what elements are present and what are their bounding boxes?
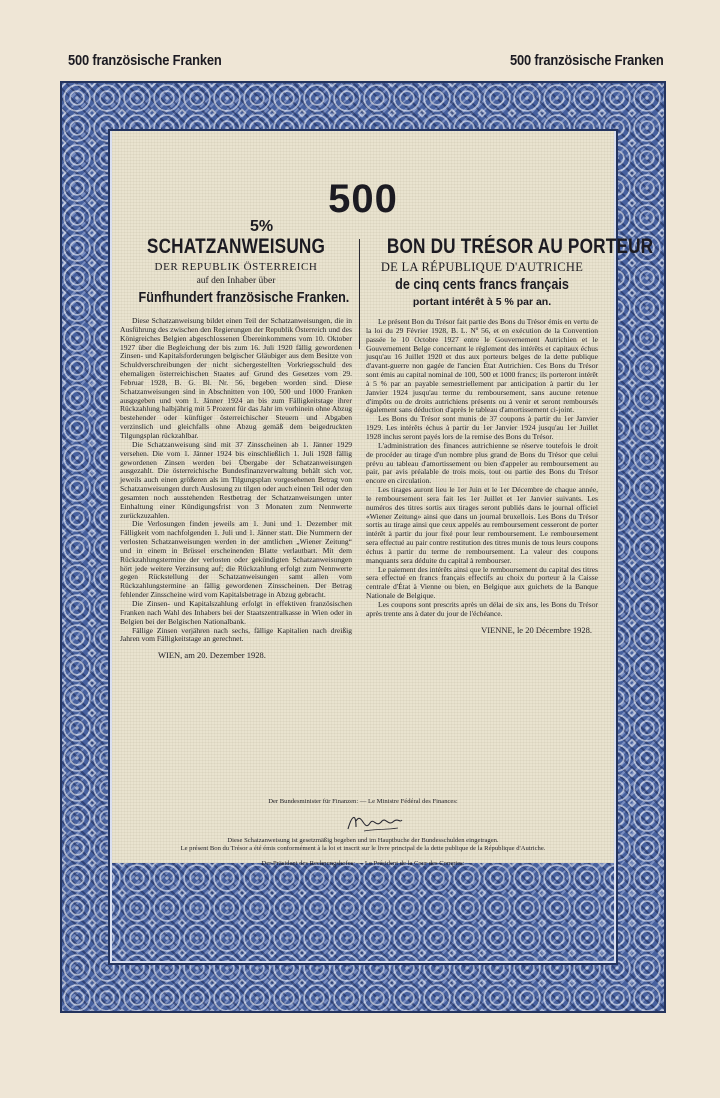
german-body: [120, 317, 352, 644]
denomination-label-right: 500 französische Franken: [510, 52, 664, 69]
german-bearer-line: auf den Inhaber über: [196, 276, 276, 286]
interest-rate: 5%: [250, 218, 274, 235]
german-paragraph: Die Schatzanweisung sind mit 37 Zinsscheinen ab 1. Jänner 1929 versehen. Die vom 1. Jänner 1924 bis einschließlich 1. Juli 1928 fällig gewordenen Zinsen werden bei Übergabe der Schatzanweisungen ausgezahlt. Die österreichische Bundesfinanzverwaltung behält sich vor, jeweils auch einen größeren als im Tilgungsplan vorgesehenen Betrag von Schatzanweisungen durch Auslosung zu tilgen oder auch einen Teil oder den gesamten noch ausstehenden Restbetrag der Schatzanweisungen unter Einhaltung einer Kündigungsfrist von 3 Monaten zum Nennwerte zurückzuzahlen.: [120, 439, 352, 520]
french-paragraph: Les coupons sont prescrits après un délai de six ans, les Bons du Trésor après trente ans à dater du jour de l'échéance.: [366, 600, 598, 618]
audit-president-line: Der Präsident des Rechnungshofes: — Le Président de la Cour des Comptes:: [261, 860, 465, 867]
french-column: [366, 235, 654, 635]
french-paragraph: Le présent Bon du Trésor fait partie des Bons du Trésor émis en vertu de la loi du 29 Février 1928, B. L. Nº 56, et en exécution de la Convention passée le 10 Octobre 1927 entre le Gouvernement Autrichien et le Gouvernement Belge concernant le règlement des intérêts et capitaux échus jusqu'au 16 Juillet 1920 et dus aux porteurs belges de la dette publique d'avant-guerre non gagée de l'ancien État Autrichien. Ces Bons du Trésor sont émis au capital nominal de 100, 500 et 1000 francs; ils porteront intérêt à 5 % par an payable semestriellement par anticipation à partir du 1er Janvier 1924 jusqu'au terme du remboursement, sans aucune retenue d'impôts ou de droits autrichiens présents ou à venir et seront remboursés également sans déduction d'après le tableau d'amortissement ci-joint.: [366, 317, 598, 415]
denomination-value: 500: [328, 177, 398, 221]
french-paragraph: Les Bons du Trésor sont munis de 37 coupons à partir du 1er Janvier 1929. Les intérêts échus à partir du 1er Janvier 1924 jusqu'au 1er Juillet 1928 inclus seront payés lors de la remise des Bons du Trésor.: [366, 414, 598, 441]
column-divider: [359, 239, 360, 349]
french-paragraph: L'administration des finances autrichienne se réserve toutefois le droit de procéder au tirage d'un nombre plus grand de Bons du Trésor que celui prévu au tableau d'amortissement ou bien d'appeler au remboursement au pair, par avis préalable de trois mois, tout ou partie des Bons du Trésor encore en circulation.: [366, 440, 598, 486]
french-place-date: VIENNE, le 20 Décembre 1928.: [481, 624, 592, 635]
german-paragraph: Die Zinsen- und Kapitalszahlung erfolgt in effektiven französischen Franken nach Wahl des Inhabers bei der Staatszentralkasse in Wien oder in Belgien bei der Belgischen Nationalbank.: [120, 599, 352, 626]
finance-minister-line: Der Bundesminister für Finanzen: — Le Ministre Fédéral des Finances:: [268, 798, 458, 805]
french-issuer: DE LA RÉPUBLIQUE D'AUTRICHE: [380, 260, 584, 274]
french-title: BON DU TRÉSOR AU PORTEUR: [386, 235, 654, 258]
french-interest-line: portant intérêt à 5 % par an.: [412, 296, 552, 308]
german-paragraph: Die Verlosungen finden jeweils am 1. Juni und 1. Dezember mit Fälligkeit vom nachfolgenden 1. Juli und 1. Jänner statt. Die Nummern der verlosten Schatzanweisungen werden in der amtlichen „Wiener Zeitung“ und in einem in Brüssel erscheinenden Blatte verlautbart. Mit dem Rückzahlungstermine der verlosten oder gekündigten Schatzanweisungen hört jede weitere Verzinsung auf; die Rückzahlung erfolgt zum Nennwerte gegen Rückstellung der Schatzanweisungen samt allen vom Rückzahlungstermine an fällig gewordenen Zinsscheinen. Der Betrag fehlender Zinsscheine wird vom Kapitalsbetrage in Abzug gebracht.: [120, 519, 352, 600]
minister-signature: [344, 809, 404, 835]
french-paragraph: Les tirages auront lieu le 1er Juin et le 1er Décembre de chaque année, le remboursement sera fait les 1er Juillet et 1er Janvier suivants. Les numéros des titres sortis aux tirages seront publiés dans le journal officiel «Wiener Zeitung» ainsi que dans un journal bruxellois. Les Bons du Trésor sortis au tirage ainsi que ceux appelés au remboursement cesseront de porter intérêt à partir du jour fixé pour leur remboursement. Le remboursement sera effectué au pair contre restitution des titres munis de tous leurs coupons échus à partir du terme de remboursement. La valeur des coupons manquants sera déduite du capital à rembourser.: [366, 485, 598, 565]
german-place-date: WIEN, am 20. Dezember 1928.: [158, 650, 266, 661]
french-paragraph: Le paiement des intérêts ainsi que le remboursement du capital des titres sera effectué en francs français effectifs au choix du porteur à la Caisse centrale d'État à Vienne ou bien, en Belgique aux guichets de la Banque Nationale de Belgique.: [366, 564, 598, 601]
german-paragraph: Diese Schatzanweisung bildet einen Teil der Schatzanweisungen, die in Ausführung des zwischen den Regierungen der Republik Österreich und des Königreiches Belgien abgeschlossenen Übereinkommens vom 10. Oktober 1927 über die Begleichung der bis zum 16. Juli 1920 fällig gewordenen Zinsen- und Kapitalsforderungen belgischer Gläubiger aus dem Besitze von Schuldverschreibungen der nicht sichergestellten Vorkriegsschuld des ehemaligen österreichischen Staates auf Grund des Gesetzes vom 29. Februar 1928, B. G. Bl. Nr. 56, begeben worden sind. Diese Schatzanweisungen sind in Abschnitten von 100, 500 und 1000 Franken ausgegeben und vom 1. Jänner 1924 an bis zum Fälligkeitstage ihrer Rückzahlung halbjährig mit 5 Prozent für das Jahr im vorhinein ohne Abzug bestehender oder künftiger österreichischer Steuern und Abgaben verzinslich und gleichfalls ohne Abzug gemäß dem beigedruckten Tilgungsplan rückzahlbar.: [120, 316, 352, 440]
german-title: SCHATZANWEISUNG: [146, 235, 326, 258]
german-amount: Fünfhundert französische Franken.: [138, 289, 350, 306]
registration-notice: [112, 837, 614, 853]
german-issuer: DER REPUBLIK ÖSTERREICH: [154, 261, 318, 273]
french-amount: de cinq cents francs français: [395, 276, 569, 293]
registration-notice-french: Le présent Bon du Trésor a été émis conformément à la loi et inscrit sur le livre principal de la dette publique de la République d'Autriche.: [180, 845, 546, 852]
denomination-label-left: 500 französische Franken: [68, 52, 222, 69]
german-column: [120, 235, 352, 660]
registration-notice-german: Diese Schatzanweisung ist gesetzmäßig begeben und im Hauptbuche der Bundesschulden eingetragen.: [227, 837, 499, 844]
certificate-text-panel: [112, 131, 654, 867]
french-body: [366, 318, 598, 619]
german-paragraph: Fällige Zinsen verjähren nach sechs, fällige Kapitalien nach dreißig Jahren vom Fälligkeitstage an gerechnet.: [120, 625, 352, 644]
